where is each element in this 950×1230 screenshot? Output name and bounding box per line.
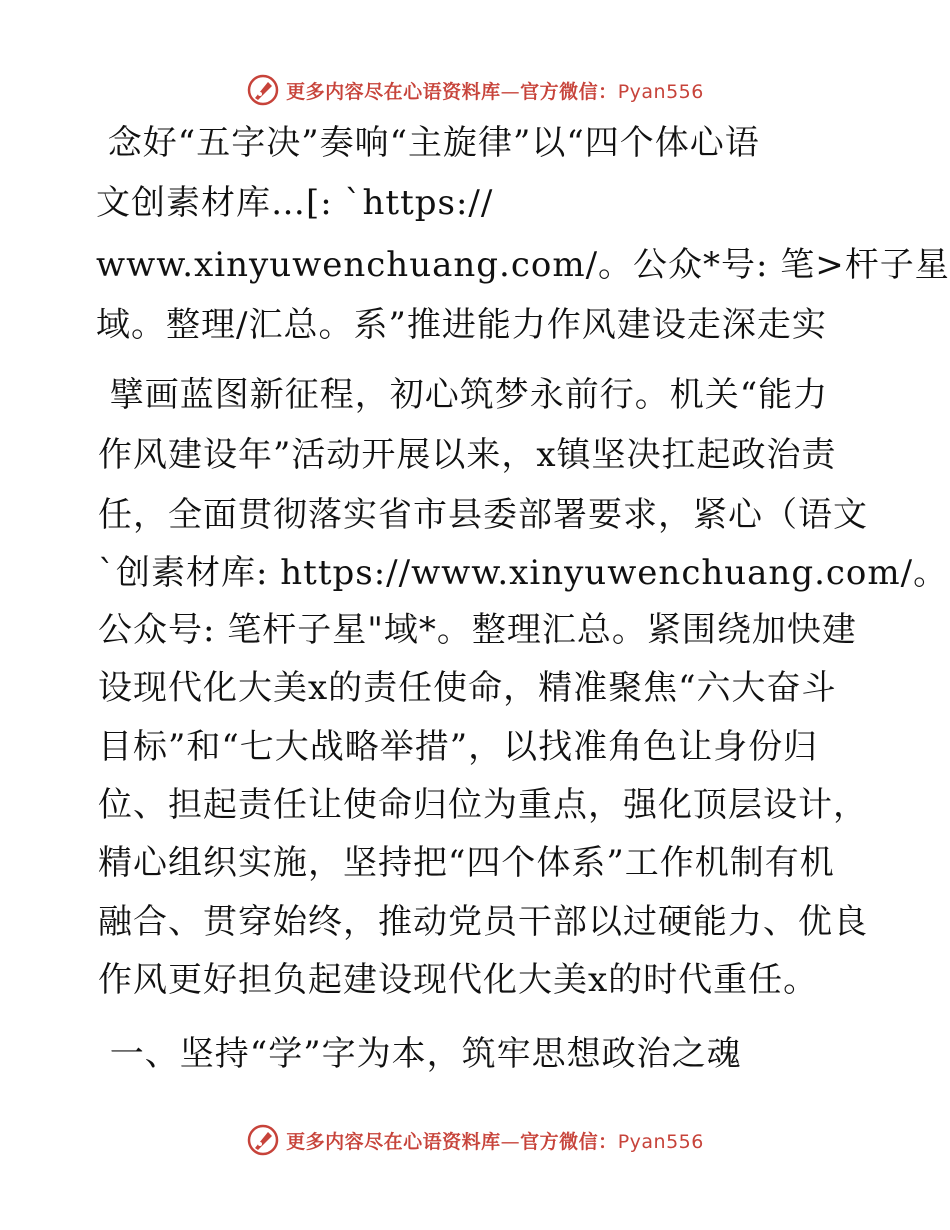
body-line-7: 目标”和“七大战略举措”，以找准角色让身份归 bbox=[98, 727, 819, 767]
header-watermark-banner bbox=[0, 70, 950, 110]
body-line-1: 擘画蓝图新征程，初心筑梦永前行。机关“能力 bbox=[98, 375, 829, 415]
watermark-wechat-id: Pyan556 bbox=[617, 1130, 704, 1153]
title-line-3: www.xinyuwenchuang.com/。公众*号: 笔>杆子星 bbox=[96, 245, 950, 285]
pen-nib-logo-icon bbox=[246, 1123, 280, 1157]
pen-nib-logo-icon bbox=[246, 73, 280, 107]
watermark-library-name: 更多内容尽在心语资料库 bbox=[286, 80, 501, 103]
body-line-10: 融合、贯穿始终，推动党员干部以过硬能力、优良 bbox=[98, 902, 868, 942]
body-line-8: 位、担起责任让使命归位为重点，强化顶层设计， bbox=[98, 785, 868, 825]
watermark-text bbox=[286, 1127, 704, 1154]
footer-watermark-banner bbox=[0, 1120, 950, 1160]
body-line-9: 精心组织实施，坚持把“四个体系”工作机制有机 bbox=[98, 843, 835, 883]
body-line-11: 作风更好担负起建设现代化大美x的时代重任。 bbox=[98, 960, 819, 1000]
watermark-separator: — bbox=[500, 80, 521, 103]
watermark-separator: — bbox=[500, 1130, 521, 1153]
body-line-2: 作风建设年”活动开展以来，x镇坚决扛起政治责 bbox=[98, 435, 837, 475]
body-line-3: 任，全面贯彻落实省市县委部署要求，紧心（语文 bbox=[98, 495, 868, 535]
body-line-6: 设现代化大美x的责任使命，精准聚焦“六大奋斗 bbox=[98, 668, 837, 708]
section-heading: 一、坚持“学”字为本，筑牢思想政治之魂 bbox=[98, 1034, 742, 1074]
title-line-2: 文创素材库…[: `https:// bbox=[96, 183, 494, 223]
body-line-5: 公众号: 笔杆子星"域*。整理汇总。紧围绕加快建 bbox=[98, 610, 857, 650]
watermark-library-name: 更多内容尽在心语资料库 bbox=[286, 1130, 501, 1153]
watermark-wechat-id: Pyan556 bbox=[617, 80, 704, 103]
watermark-wechat-label: 官方微信： bbox=[520, 1130, 618, 1153]
title-line-4: 域。整理/汇总。系”推进能力作风建设走深走实 bbox=[96, 305, 827, 345]
title-line-1: 念好“五字决”奏响“主旋律”以“四个体心语 bbox=[96, 123, 760, 163]
watermark-text bbox=[286, 77, 704, 104]
body-line-4: `创素材库: https://www.xinyuwenchuang.com/。 bbox=[98, 553, 949, 593]
watermark-wechat-label: 官方微信： bbox=[520, 80, 618, 103]
